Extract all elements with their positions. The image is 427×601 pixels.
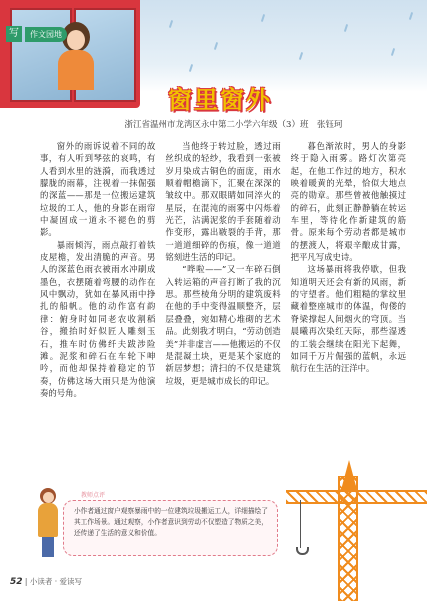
- article-paragraph: “哗啦——”又一车碎石倒入转运箱的声音打断了我的沉思。那些棱角分明的建筑废料在他的手中变得温顺整齐，层层叠叠，宛如精心堆砌的艺术品。此刻我才明白，“劳动创造美”并非虚言——他搬运的不仅是混凝土块，更是某个家庭的新居梦想；清扫的不仅是建筑垃圾，更是城市成长的印记。: [165, 264, 281, 386]
- article-paragraph: 暮色渐浓时，男人的身影终于隐入雨雾。路灯次第亮起，在他工作过的地方，积水映着暖黄的光晕，恰似大地点亮的勋章。那些曾被他触摸过的碎石，此刻正静静躺在转运车里，等待化作新建筑的筋骨。原来每个劳动者都是城市的摆渡人，将艰辛酿成甘露，把平凡写成史诗。: [290, 141, 406, 263]
- teacher-face-illustration: [43, 492, 54, 503]
- teacher-legs-illustration: [42, 537, 54, 557]
- article-byline: 浙江省温州市龙湾区永中第二小学六年级（3）班 张钰珂: [124, 120, 343, 130]
- column-label: 作文园地: [25, 27, 67, 42]
- teacher-body-illustration: [38, 503, 58, 537]
- column-badge: [6, 26, 67, 42]
- journal-name: 小读者 · 爱读写: [29, 577, 82, 586]
- article-paragraph: 当他终于转过脸，透过雨丝织成的轻纱，我看到一张被岁月染成古铜色的面庞，雨水顺着帽檐滴下，汇聚在深深的皱纹中。那双眼睛如同淬火的星辰，在混沌的雨雾中闪烁着光芒，沾满泥浆的手套随着动作变形，露出皲裂的手背，那一道道细碎的伤痕，像一道道铭刻进生活的印记。: [165, 141, 281, 263]
- girl-body-illustration: [58, 50, 94, 90]
- teacher-note-label: 教师点评: [78, 490, 108, 499]
- article-paragraph: 这场暴雨将我停歇，但我知道明天还会有新的风雨，新的守望者。他们粗糙的掌纹里藏着整座城市的体温，佝偻的脊梁撑起人间烟火的穹顶。当晨曦再次染红天际，那些湿透的工装会继续在阳光下起舞，如同千万片倔强的蓝帆，永远航行在生活的汪洋中。: [290, 264, 406, 374]
- crane-hook-icon: [296, 547, 309, 555]
- page-footer: [10, 576, 82, 587]
- article-title: 窗里窗外: [168, 86, 272, 114]
- teacher-note-text: 小作者通过窗户观察暴雨中的一位建筑垃圾搬运工人，详细描绘了其工作场景。通过观察，小作者意识到劳动不仅塑造了物质之美，还传递了生活的意义和价值。: [74, 507, 268, 537]
- article-paragraph: 暴雨倾泻，雨点敲打着铁皮屋檐，发出清脆的声音。男人的深蓝色雨衣被雨水冲刷成墨色，衣摆随着弯腰的动作在风中飘动，犹如在暴风雨中挣扎的船帆。他的动作富有韵律：俯身时如同老农收割稻谷，搬抬时好似匠人雕刻玉石，推车时仿佛纤夫跋涉险滩。泥浆和碎石在车轮下呻吟，而他却保持着稳定的节奏，仿佛这场大雨只是为他演奏的号角。: [40, 239, 156, 398]
- page-number: 52: [10, 577, 23, 587]
- article-body: [40, 140, 406, 486]
- teacher-note-box: [63, 500, 278, 556]
- write-column-icon: 写: [6, 26, 22, 42]
- crane-mast-illustration: [338, 476, 358, 601]
- article-paragraph: 窗外的雨诉说着不同的故事，有人听到琴弦的哀鸣，有人看到水里的涟漪，而我透过朦胧的雨幕，注视着一抹倔强的深蓝——那是一位搬运建筑垃圾的工人，他的身影在雨帘中凝固成一道永不褪色的剪影。: [40, 141, 156, 238]
- girl-face-illustration: [67, 30, 85, 50]
- crane-cable-illustration: [300, 500, 301, 548]
- footer-divider: |: [24, 577, 30, 586]
